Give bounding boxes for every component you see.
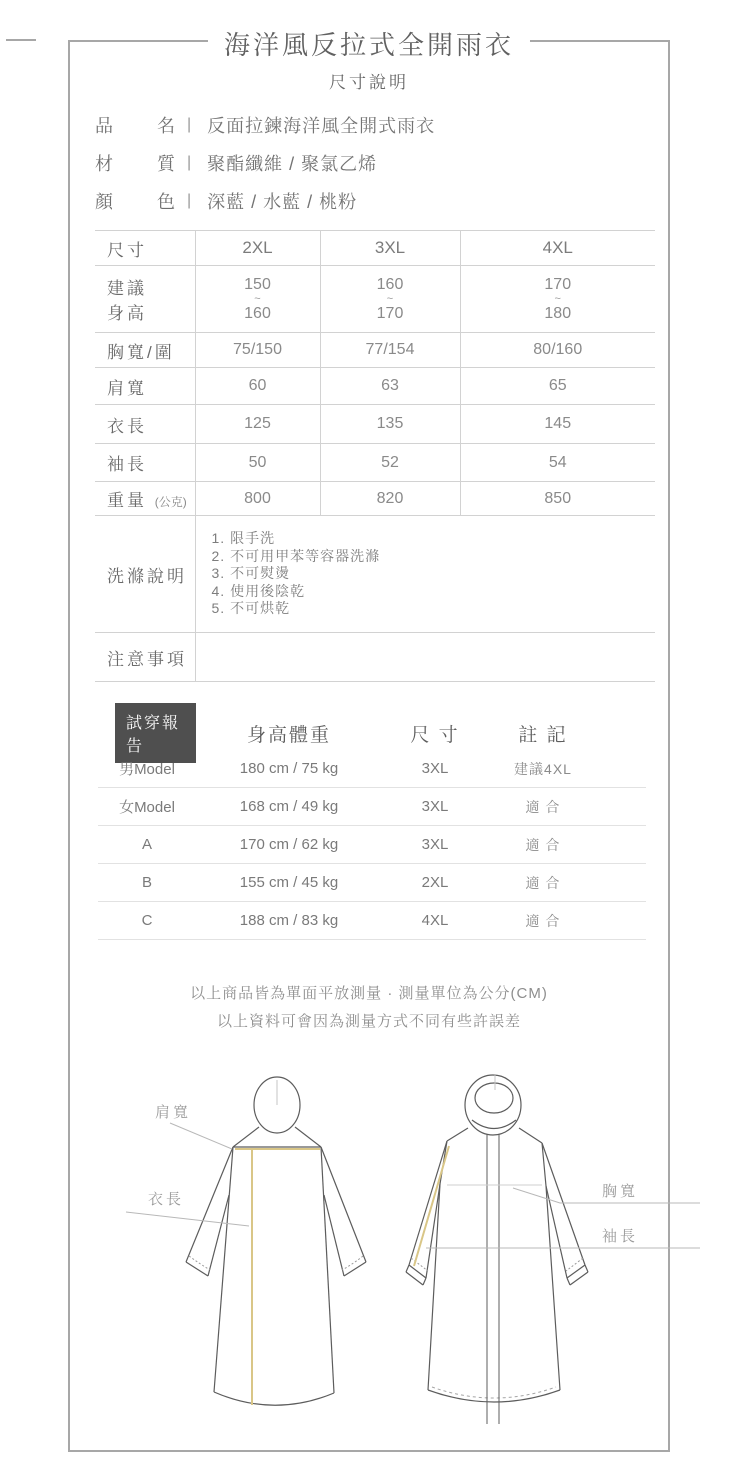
color-label: 顏 色 <box>95 192 175 212</box>
model-note: 適 合 <box>525 836 561 853</box>
label-separator: | <box>187 154 192 171</box>
color-row <box>95 182 435 220</box>
shoulder-row <box>95 368 655 405</box>
notice-cell <box>195 633 655 682</box>
size-chart-table <box>95 230 655 682</box>
length-row <box>95 405 655 444</box>
value-cell: 52 <box>320 444 460 482</box>
row-label-cell: 袖長 <box>95 444 195 482</box>
washing-instructions-cell <box>195 516 655 633</box>
value-cell: 77/154 <box>320 333 460 368</box>
value-cell: 54 <box>460 444 655 482</box>
fitting-row <box>98 826 646 864</box>
washing-instructions-list: 1. 限手洗 2. 不可用甲苯等容器洗滌 3. 不可熨燙 4. 使用後陰乾 5. 不可烘乾 <box>211 530 381 617</box>
model-size: 3XL <box>421 798 449 815</box>
measurement-notes <box>70 980 668 1036</box>
value-cell: 65 <box>460 368 655 405</box>
fitting-col-header: 註 記 <box>518 724 568 746</box>
product-info <box>95 106 435 220</box>
weight-row <box>95 482 655 516</box>
product-name-row <box>95 106 435 144</box>
model-name: C <box>141 912 153 929</box>
model-note: 適 合 <box>525 874 561 891</box>
model-name: 女Model <box>119 799 175 816</box>
model-body: 180 cm / 75 kg <box>239 760 339 777</box>
value-cell: 125 <box>195 405 320 444</box>
washing-row <box>95 516 655 633</box>
value-cell: 820 <box>320 482 460 516</box>
row-label-cell: 胸寬/圍 <box>95 333 195 368</box>
model-body: 188 cm / 83 kg <box>239 912 339 929</box>
note-line: 以上商品皆為單面平放測量 · 測量單位為公分(CM) <box>190 985 548 1002</box>
fitting-header-row <box>98 703 646 755</box>
raincoat-back-diagram <box>126 1077 366 1405</box>
model-size: 2XL <box>421 874 449 891</box>
row-label-cell: 肩寬 <box>95 368 195 405</box>
fitting-col-header: 尺 寸 <box>410 724 460 746</box>
label-separator: | <box>187 192 192 209</box>
notice-row <box>95 633 655 682</box>
measurement-diagrams <box>68 1060 728 1454</box>
value-cell: 63 <box>320 368 460 405</box>
page-subtitle: 尺寸說明 <box>329 73 409 92</box>
fitting-row <box>98 902 646 940</box>
value-cell: 150 ~ 160 <box>195 266 320 333</box>
fitting-col-header: 身高體重 <box>246 724 331 746</box>
model-size: 3XL <box>421 836 449 853</box>
value-cell: 170 ~ 180 <box>460 266 655 333</box>
chest-row <box>95 333 655 368</box>
value-cell: 50 <box>195 444 320 482</box>
fitting-row <box>98 864 646 902</box>
label-separator: | <box>187 116 192 133</box>
size-cell: 3XL <box>320 231 460 266</box>
model-body: 170 cm / 62 kg <box>239 836 339 853</box>
fitting-report <box>98 703 646 940</box>
model-note: 適 合 <box>525 798 561 815</box>
row-label-cell: 衣長 <box>95 405 195 444</box>
material-label: 材 質 <box>95 154 175 174</box>
model-size: 3XL <box>421 760 449 777</box>
value-cell: 75/150 <box>195 333 320 368</box>
size-header-row <box>95 231 655 266</box>
sleeve-length-label: 袖長 <box>602 1228 639 1245</box>
value-cell: 145 <box>460 405 655 444</box>
color-value: 深藍 / 水藍 / 桃粉 <box>207 192 358 212</box>
row-label-cell: 注意事項 <box>95 633 195 682</box>
product-name-label: 品 名 <box>95 116 175 136</box>
row-label-cell: 重量 (公克) <box>95 482 195 516</box>
value-cell: 800 <box>195 482 320 516</box>
note-line: 以上資料可會因為測量方式不同有些許誤差 <box>216 1013 521 1030</box>
product-name-value: 反面拉鍊海洋風全開式雨衣 <box>207 116 436 136</box>
page-title: 海洋風反拉式全開雨衣 <box>208 25 530 62</box>
size-cell: 4XL <box>460 231 655 266</box>
shoulder-width-label: 肩寬 <box>155 1104 192 1121</box>
fitting-row <box>98 788 646 826</box>
chest-width-label: 胸寬 <box>602 1183 639 1200</box>
material-row <box>95 144 435 182</box>
row-label-cell: 洗滌說明 <box>95 516 195 633</box>
model-body: 168 cm / 49 kg <box>239 798 339 815</box>
title-left-dash <box>6 39 36 41</box>
raincoat-front-diagram <box>406 1075 700 1424</box>
model-note: 適 合 <box>525 912 561 929</box>
size-cell: 2XL <box>195 231 320 266</box>
garment-length-label: 衣長 <box>148 1191 185 1208</box>
model-body: 155 cm / 45 kg <box>239 874 339 891</box>
row-label-cell: 建議 身高 <box>95 266 195 333</box>
value-cell: 850 <box>460 482 655 516</box>
model-note: 建議4XL <box>514 760 572 777</box>
material-value: 聚酯纖維 / 聚氯乙烯 <box>207 154 378 174</box>
value-cell: 60 <box>195 368 320 405</box>
model-name: 男Model <box>119 761 175 778</box>
sleeve-row <box>95 444 655 482</box>
header-label-cell: 尺寸 <box>95 231 195 266</box>
height-row <box>95 266 655 333</box>
value-cell: 160 ~ 170 <box>320 266 460 333</box>
model-name: A <box>141 836 152 853</box>
fitting-report-badge: 試穿報告 <box>115 703 196 763</box>
value-cell: 135 <box>320 405 460 444</box>
model-name: B <box>141 874 152 891</box>
model-size: 4XL <box>421 912 449 929</box>
value-cell: 80/160 <box>460 333 655 368</box>
